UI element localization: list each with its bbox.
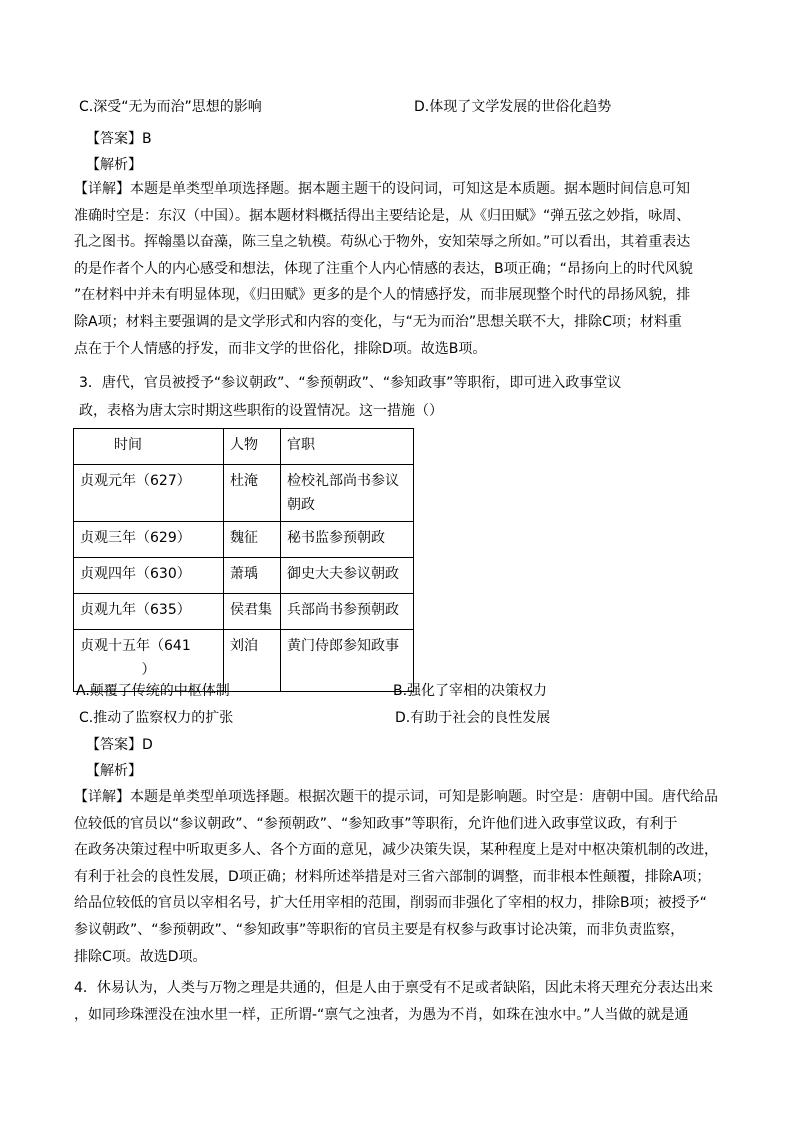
q3-option-d: D.有助于社会的良性发展: [395, 710, 551, 726]
q2-detail-line: 准确时空是：东汉（中国）。据本题材料概括得出主要结论是，从《归田赋》“弹五弦之妙指，咏周、: [74, 207, 691, 224]
table-cell: 贞观三年（629）: [74, 522, 224, 558]
table-cell: 兵部尚书参预朝政: [281, 594, 414, 630]
q2-option-c: C.深受“无为而治”思想的影响: [79, 99, 262, 115]
q3-detail-line: 排除C项。故选D项。: [74, 948, 207, 965]
q2-option-d: D.体现了文学发展的世俗化趋势: [414, 99, 612, 115]
table-row: [74, 558, 414, 594]
q2-detail-line: ”在材料中并未有明显体现，《归田赋》更多的是个人的情感抒发，而非展现整个时代的昂扬风貌，排: [74, 287, 691, 304]
table-cell-line: ）: [141, 662, 156, 678]
table-cell: 秘书监参预朝政: [281, 522, 414, 558]
q4-stem-line: ，如同珍珠湮没在浊水里一样，正所谓-“禀气之浊者，为愚为不肖，如珠在浊水中。”人当做的就是通: [74, 1007, 689, 1023]
q3-answer-label: 【答案】D: [86, 737, 153, 753]
q3-detail-line: 给品位较低的官员以宰相名号，扩大任用宰相的范围，削弱而非强化了宰相的权力，排除B项；被授予“: [74, 895, 707, 912]
q3-detail-line: 【详解】本题是单类型单项选择题。根据次题干的提示词，可知是影响题。时空是：唐朝中国。唐代给品: [74, 789, 718, 805]
q3-detail-line: 位较低的官员以“参议朝政”、“参预朝政”、“参知政事”等职衔，允许他们进入政事堂议政，有利于: [74, 815, 678, 832]
table-cell: 贞观四年（630）: [74, 558, 224, 594]
q4-stem-line: 4．休易认为，人类与万物之理是共通的，但是人由于禀受有不足或者缺陷，因此未将天理充分表达出来: [74, 980, 713, 996]
q3-detail-line: 在政务决策过程中听取更多人、各个方面的意见，减少决策失误，某种程度上是对中枢决策机制的改进，: [74, 842, 718, 859]
table-cell: 贞观元年（627）: [74, 465, 224, 522]
q2-detail-paragraph: [74, 176, 724, 362]
q3-option-b: B.强化了宰相的决策权力: [393, 683, 548, 699]
table-header-cell: 时间: [74, 429, 224, 465]
q3-detail-line: 有利于社会的良性发展，D项正确；材料所述举措是对三省六部制的调整，而非根本性颠覆，排除A项；: [74, 868, 711, 885]
table-cell: 刘洎: [224, 630, 281, 692]
table-cell: 御史大夫参议朝政: [281, 558, 414, 594]
table-cell: 萧瑀: [224, 558, 281, 594]
table-cell: 贞观九年（635）: [74, 594, 224, 630]
q2-detail-line: 的是作者个人的内心感受和想法，体现了注重个人内心情感的表达，B项正确；“昂扬向上的时代风貌: [74, 260, 693, 277]
q2-detail-line: 【详解】本题是单类型单项选择题。据本题主题干的设问词，可知这是本质题。据本题时间信息可知: [74, 181, 690, 197]
q2-detail-line: 点在于个人情感的抒发，而非文学的世俗化，排除D项。故选B项。: [74, 340, 487, 357]
table-cell-line: 贞观十五年（641: [80, 638, 191, 654]
table-row: [74, 465, 414, 522]
q2-answer-label: 【答案】B: [86, 131, 152, 147]
q3-stem-line: 3．唐代，官员被授予“参议朝政”、“参预朝政”、“参知政事”等职衔，即可进入政事堂议: [79, 375, 622, 391]
q3-detail-paragraph: [74, 784, 724, 970]
q3-table: [73, 428, 414, 692]
q3-stem-line: 政，表格为唐太宗时期这些职衔的设置情况。这一措施（）: [79, 403, 443, 419]
q2-detail-line: 孔之图书。挥翰墨以奋藻，陈三皇之轨模。苟纵心于物外，安知荣辱之所如。”可以看出，其着重表达: [74, 234, 691, 251]
table-header-row: [74, 429, 414, 465]
table-header-cell: 官职: [281, 429, 414, 465]
table-cell: 魏征: [224, 522, 281, 558]
q3-analysis-label: 【解析】: [86, 763, 142, 779]
table-cell: 检校礼部尚书参议朝政: [281, 465, 414, 522]
q3-option-a: A.颠覆了传统的中枢体制: [76, 683, 230, 699]
table-header-cell: 人物: [224, 429, 281, 465]
table-row: [74, 522, 414, 558]
table-cell: 侯君集: [224, 594, 281, 630]
table-row: [74, 594, 414, 630]
table-cell: 黄门侍郎参知政事: [281, 630, 414, 692]
table-cell: 杜淹: [224, 465, 281, 522]
q2-detail-line: 除A项；材料主要强调的是文学形式和内容的变化，与“无为而治”思想关联不大，排除C项；材料重: [74, 313, 682, 330]
q3-option-c: C.推动了监察权力的扩张: [79, 710, 234, 726]
q2-analysis-label: 【解析】: [86, 157, 142, 173]
q3-detail-line: 参议朝政”、“参预朝政”、“参知政事”等职衔的官员主要是有权参与政事讨论决策，而非负责监察，: [74, 921, 685, 938]
